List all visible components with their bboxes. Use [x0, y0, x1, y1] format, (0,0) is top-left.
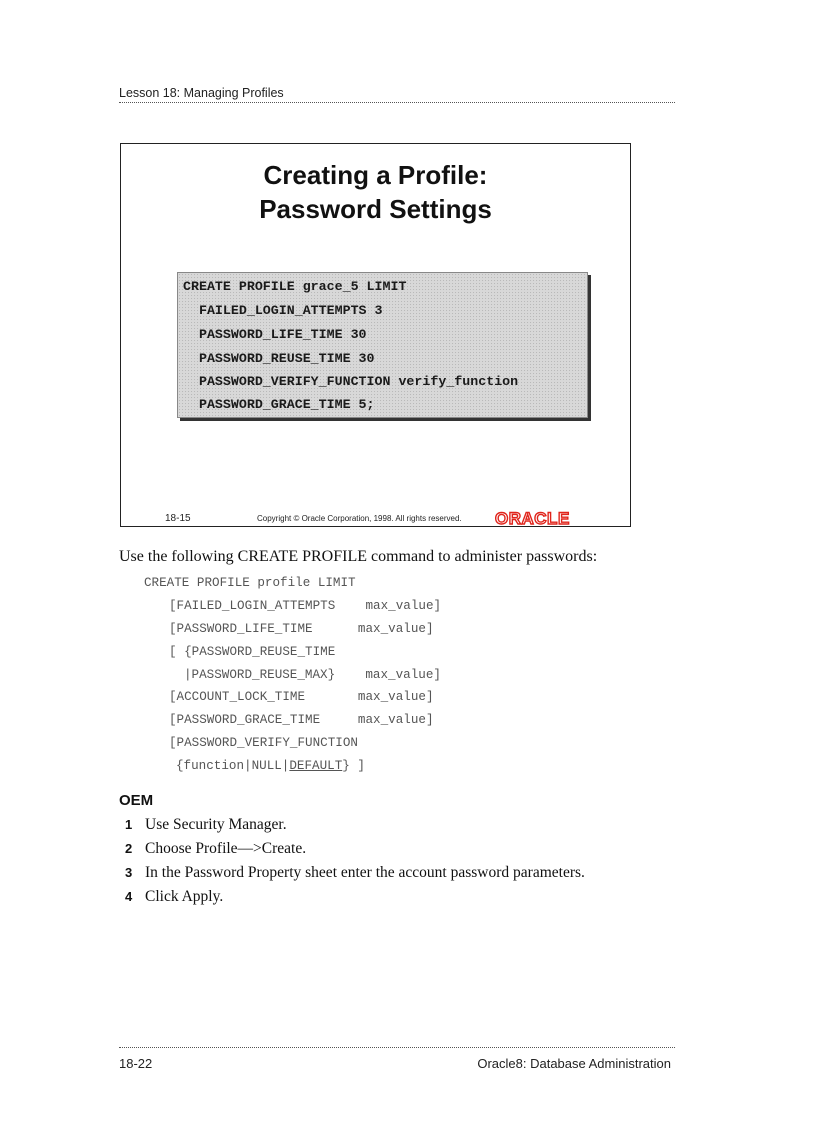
slide-title-line1: Creating a Profile: — [263, 160, 488, 190]
syntax-line: |PASSWORD_REUSE_MAX} max_value] — [184, 668, 441, 682]
step-text: Use Security Manager. — [145, 816, 287, 833]
oem-step — [125, 816, 287, 834]
slide-frame — [120, 143, 631, 527]
footer-divider — [119, 1047, 675, 1048]
oem-step — [125, 840, 306, 858]
syntax-line: [FAILED_LOGIN_ATTEMPTS max_value] — [169, 599, 442, 613]
intro-text: Use the following CREATE PROFILE command to administer passwords: — [119, 548, 598, 565]
oem-heading: OEM — [119, 792, 154, 809]
syntax-line: [PASSWORD_GRACE_TIME max_value] — [169, 713, 434, 727]
svg-text:ORACLE: ORACLE — [495, 509, 570, 528]
footer-book-title: Oracle8: Database Administration — [477, 1056, 671, 1071]
code-line: PASSWORD_VERIFY_FUNCTION verify_function — [183, 374, 519, 389]
slide-copyright: Copyright © Oracle Corporation, 1998. All rights reserved. — [257, 514, 462, 523]
footer-page-number: 18-22 — [119, 1056, 153, 1071]
syntax-close: } ] — [342, 759, 365, 773]
syntax-line — [176, 759, 365, 773]
syntax-line: [PASSWORD_LIFE_TIME max_value] — [169, 622, 434, 636]
syntax-default-keyword: DEFAULT — [289, 759, 343, 773]
slide-number: 18-15 — [165, 513, 191, 524]
slide-title — [121, 158, 630, 226]
code-line: PASSWORD_GRACE_TIME 5; — [183, 397, 375, 412]
step-number: 4 — [125, 889, 133, 904]
code-line: FAILED_LOGIN_ATTEMPTS 3 — [183, 303, 383, 318]
code-line: PASSWORD_LIFE_TIME 30 — [183, 327, 367, 342]
oracle-logo — [493, 508, 593, 528]
step-number: 3 — [125, 865, 133, 880]
oem-step — [125, 864, 585, 882]
slide-title-line2: Password Settings — [259, 194, 492, 224]
syntax-line: CREATE PROFILE profile LIMIT — [144, 576, 356, 590]
syntax-line: [ACCOUNT_LOCK_TIME max_value] — [169, 690, 434, 704]
page-header-title: Lesson 18: Managing Profiles — [119, 86, 284, 100]
header-divider — [119, 102, 675, 103]
syntax-line: [PASSWORD_VERIFY_FUNCTION — [169, 736, 358, 750]
step-text: Choose Profile—>Create. — [145, 840, 307, 857]
step-number: 1 — [125, 817, 133, 832]
code-line: CREATE PROFILE grace_5 LIMIT — [183, 279, 407, 294]
oem-step — [125, 888, 223, 906]
step-number: 2 — [125, 841, 133, 856]
code-box — [177, 272, 588, 418]
step-text: Click Apply. — [145, 888, 224, 905]
syntax-line: [ {PASSWORD_REUSE_TIME — [169, 645, 336, 659]
syntax-function-options: {function|NULL| — [176, 759, 290, 773]
step-text: In the Password Property sheet enter the account password parameters. — [145, 864, 585, 881]
code-line: PASSWORD_REUSE_TIME 30 — [183, 351, 375, 366]
